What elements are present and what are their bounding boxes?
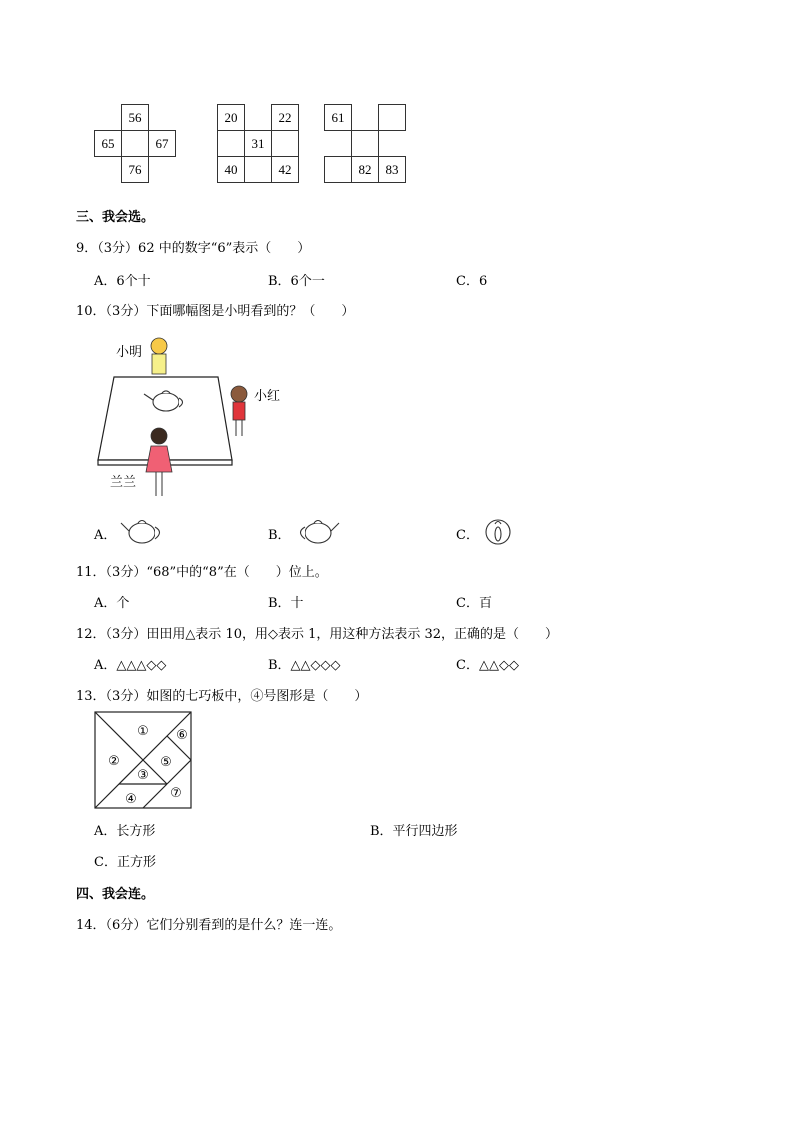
label-lanlan: 兰兰 xyxy=(110,475,137,490)
grid-cell: 31 xyxy=(245,131,272,157)
grid-cell: 76 xyxy=(122,157,149,183)
tangram-figure xyxy=(94,711,192,809)
grid-cell: 22 xyxy=(272,105,299,131)
label-xiaoming: 小明 xyxy=(116,345,143,360)
option-a: A．长方形 xyxy=(94,824,156,839)
question-9: 9．（3分）62 中的数字“6”表示（ ） xyxy=(76,241,311,256)
question-14: 14．（6分）它们分别看到的是什么？连一连。 xyxy=(76,918,342,933)
option-b: B．6个一 xyxy=(268,274,325,289)
question-11: 11．（3分）“68”中的“8”在（ ）位上。 xyxy=(76,565,328,580)
section-title: 四、我会连。 xyxy=(76,887,155,902)
option-a: A．个 xyxy=(94,596,130,611)
girl-figure-right xyxy=(231,386,247,436)
grid-cell: 82 xyxy=(352,157,379,183)
grid-cell: 83 xyxy=(379,157,406,183)
number-grid-3 xyxy=(324,104,406,183)
option-a: A．△△△◇◇ xyxy=(94,658,167,673)
option-b: B．十 xyxy=(268,596,304,611)
option-c: C．正方形 xyxy=(94,855,156,870)
number-grid-2 xyxy=(217,104,299,183)
tangram-label: ⑤ xyxy=(160,755,172,770)
option-c: C．△△◇◇ xyxy=(456,658,519,673)
option-c: C． xyxy=(456,528,479,543)
tangram-label: ① xyxy=(137,724,149,739)
boy-figure xyxy=(151,338,167,374)
grid-cell: 67 xyxy=(149,131,176,157)
tangram-label: ③ xyxy=(137,768,149,783)
option-a: A．6个十 xyxy=(94,274,151,289)
grid-cell: 65 xyxy=(95,131,122,157)
grid-cell: 40 xyxy=(218,157,245,183)
label-xiaohong: 小红 xyxy=(254,389,281,404)
tangram-label: ② xyxy=(108,754,120,769)
tangram-label: ⑦ xyxy=(170,786,182,801)
tangram-label: ④ xyxy=(125,792,137,807)
option-c: C．百 xyxy=(456,596,492,611)
table-scene-illustration xyxy=(96,332,286,504)
option-c: C．6 xyxy=(456,274,488,289)
grid-cell: 42 xyxy=(272,157,299,183)
tangram-label: ⑥ xyxy=(176,728,188,743)
grid-cell: 56 xyxy=(122,105,149,131)
option-a: A． xyxy=(94,528,117,543)
question-10: 10．（3分）下面哪幅图是小明看到的？（ ） xyxy=(76,304,355,319)
option-b: B．平行四边形 xyxy=(370,824,458,839)
option-b: B．△△◇◇◇ xyxy=(268,658,341,673)
section-title: 三、我会选。 xyxy=(76,210,155,225)
grid-cell: 20 xyxy=(218,105,245,131)
teapot-side-view-b xyxy=(294,515,342,547)
question-13: 13．（3分）如图的七巧板中，④号图形是（ ） xyxy=(76,689,368,704)
grid-cell: 61 xyxy=(325,105,352,131)
number-grid-1 xyxy=(94,104,176,183)
question-12: 12．（3分）田田用△表示 10，用◇表示 1，用这种方法表示 32，正确的是（ ） xyxy=(76,627,559,642)
option-b: B． xyxy=(268,528,291,543)
teapot-side-view-a xyxy=(118,515,166,547)
teapot-front-view-c xyxy=(481,515,515,547)
